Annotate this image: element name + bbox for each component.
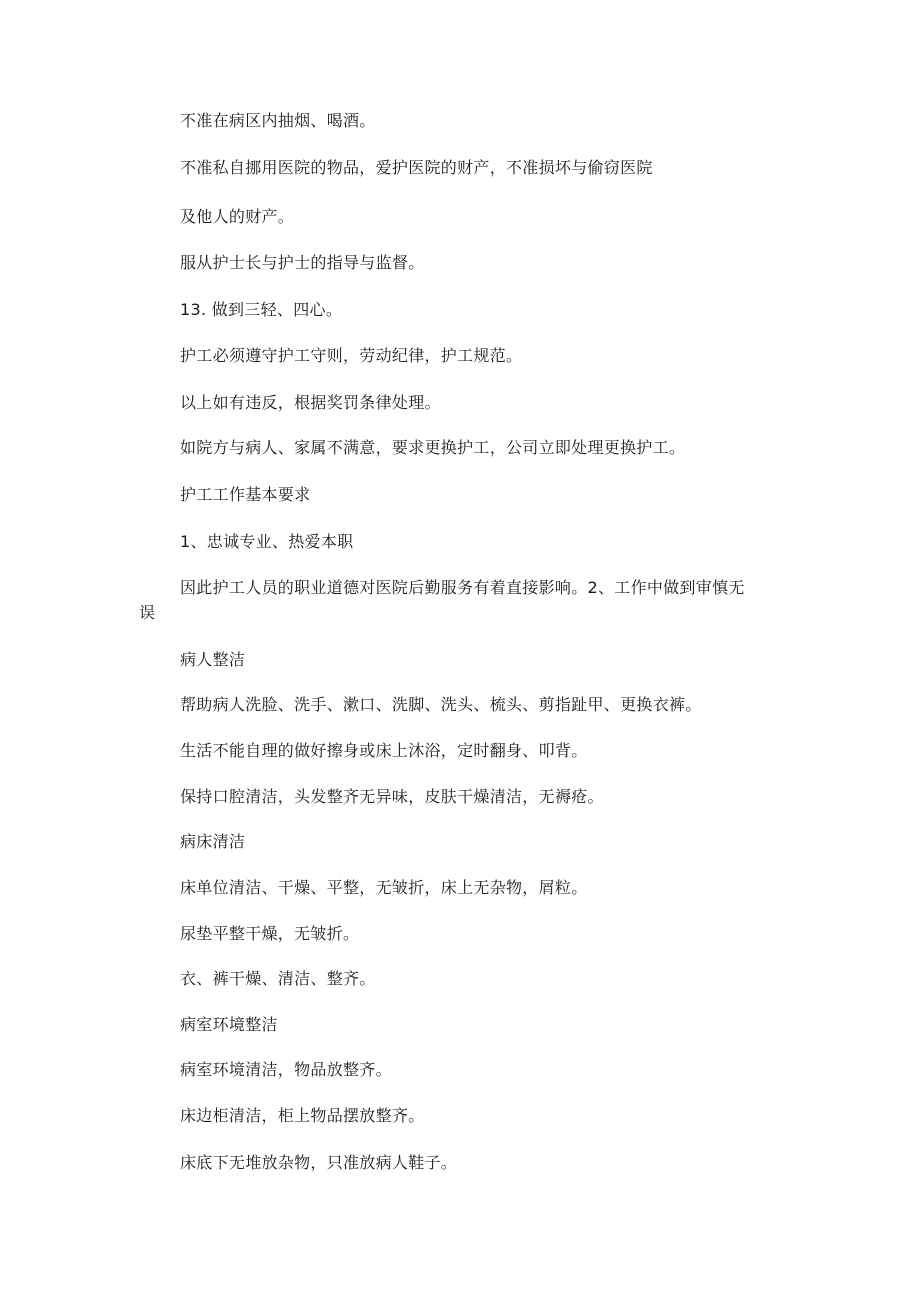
text-line: 误 (139, 603, 156, 622)
text-line: 如院方与病人、家属不满意，要求更换护工，公司立即处理更换护工。 (180, 438, 686, 457)
text-line: 床边柜清洁，柜上物品摆放整齐。 (180, 1106, 425, 1125)
text-line: 13. 做到三轻、四心。 (180, 300, 343, 319)
text-line: 帮助病人洗脸、洗手、漱口、洗脚、洗头、梳头、剪指趾甲、更换衣裤。 (180, 695, 702, 714)
text-line: 床单位清洁、干燥、平整，无皱折，床上无杂物，屑粒。 (180, 878, 588, 897)
text-line: 尿垫平整干燥，无皱折。 (180, 924, 360, 943)
section-heading: 病人整洁 (180, 650, 246, 669)
section-heading: 护工工作基本要求 (180, 485, 311, 504)
text-line: 不准私自挪用医院的物品，爱护医院的财产，不准损坏与偷窃医院 (180, 158, 653, 177)
text-line: 以上如有违反，根据奖罚条律处理。 (180, 393, 441, 412)
text-line: 因此护工人员的职业道德对医院后勤服务有着直接影响。2、工作中做到审慎无 (180, 578, 745, 597)
text-line: 1、忠诚专业、热爱本职 (180, 532, 354, 551)
text-line: 服从护士长与护士的指导与监督。 (180, 253, 425, 272)
section-heading: 病床清洁 (180, 832, 246, 851)
section-heading: 病室环境整洁 (180, 1015, 278, 1034)
text-line: 及他人的财产。 (180, 207, 295, 226)
text-line: 床底下无堆放杂物，只准放病人鞋子。 (180, 1153, 458, 1172)
text-line: 生活不能自理的做好擦身或床上沐浴，定时翻身、叩背。 (180, 741, 588, 760)
text-line: 不准在病区内抽烟、喝酒。 (180, 111, 376, 130)
text-line: 保持口腔清洁，头发整齐无异味，皮肤干燥清洁，无褥疮。 (180, 787, 604, 806)
text-line: 病室环境清洁，物品放整齐。 (180, 1060, 392, 1079)
text-line: 护工必须遵守护工守则，劳动纪律，护工规范。 (180, 346, 523, 365)
text-line: 衣、裤干燥、清洁、整齐。 (180, 969, 376, 988)
